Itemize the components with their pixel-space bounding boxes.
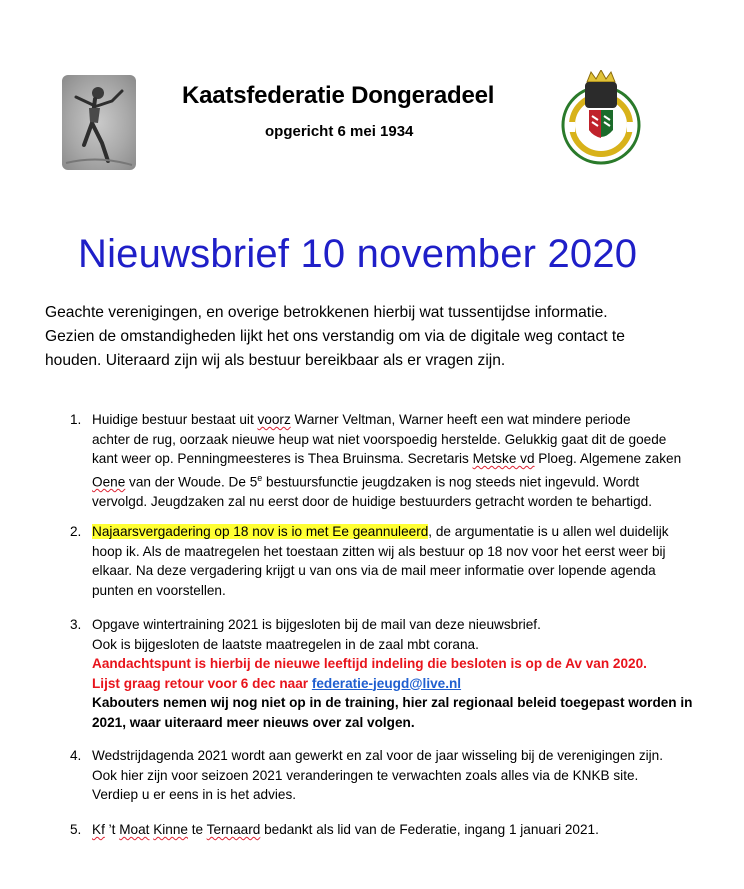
item-number: 2. <box>70 524 82 539</box>
text: kant weer op. Penningmeesteres is Thea Bruinsma. Secretaris <box>92 451 473 466</box>
item-line: 2021, waar uiteraard meer nieuws over zal volgen. <box>92 714 415 730</box>
text: Warner Veltman, Warner heeft een wat mindere periode <box>290 412 631 427</box>
item-line: Ook is bijgesloten de laatste maatregelen in de zaal mbt corana. <box>92 636 479 652</box>
item-body <box>92 615 712 732</box>
org-subtitle: opgericht 6 mei 1934 <box>265 123 414 140</box>
item-body <box>92 522 712 600</box>
item-line: hoop ik. Als de maatregelen het toestaan zitten wij als bestuur op 18 nov voor het eerst weer bij <box>92 543 666 559</box>
intro-line: houden. Uiteraard zijn wij als bestuur bereikbaar als er vragen zijn. <box>45 352 506 369</box>
text: , de argumentatie is u allen wel duidelijk <box>428 524 669 539</box>
text: Kinne <box>153 822 188 837</box>
item-line: Ook hier zijn voor seizoen 2021 veranderingen te verwachten zoals alles via de KNKB site. <box>92 767 639 783</box>
item-number: 4. <box>70 748 82 763</box>
text: Metske vd <box>472 451 535 466</box>
intro-paragraph <box>45 301 705 373</box>
text: te <box>188 822 207 837</box>
right-logo <box>560 70 642 166</box>
item-line: punten en voorstellen. <box>92 582 226 598</box>
item-number: 1. <box>70 412 82 427</box>
item-body <box>92 410 712 511</box>
text: Huidige bestuur bestaat uit <box>92 412 258 427</box>
newsletter-headline: Nieuwsbrief 10 november 2020 <box>78 232 638 276</box>
item-line <box>92 820 712 840</box>
superscript: e <box>257 472 263 483</box>
text: Ternaard <box>206 822 261 837</box>
item-line: vervolgd. Jeugdzaken zal nu eerst door de huidige bestuurders getracht worden te behartigd. <box>92 493 652 509</box>
item-line: achter de rug, oorzaak nieuwe heup wat niet voorspoedig herstelde. Gelukkig gaat dit de goede <box>92 431 667 447</box>
item-line <box>92 469 712 492</box>
text: Lijst graag retour voor 6 dec naar <box>92 675 312 691</box>
item-line <box>92 522 712 542</box>
item-line: Wedstrijdagenda 2021 wordt aan gewerkt en zal voor de jaar wisseling bij de verenigingen zijn. <box>92 748 664 763</box>
kaatser-figure-icon <box>62 75 136 170</box>
item-number: 5. <box>70 822 82 837</box>
knkb-crest-icon <box>560 70 642 166</box>
item-line: Opgave wintertraining 2021 is bijgesloten bij de mail van deze nieuwsbrief. <box>92 617 541 632</box>
text: Kf <box>92 822 105 837</box>
item-line <box>92 410 712 430</box>
left-logo <box>62 75 136 170</box>
item-body <box>92 746 712 805</box>
item-line: Kabouters nemen wij nog niet op in de training, hier zal regionaal beleid toegepast worden in <box>92 695 693 710</box>
text: Ploeg. Algemene zaken <box>534 451 682 466</box>
text: bedankt als lid van de Federatie, ingang 1 januari 2021. <box>260 822 599 837</box>
text: Oene <box>92 474 126 490</box>
item-line: Verdiep u er eens in is het advies. <box>92 787 297 802</box>
text: van der Woude. De 5 <box>125 474 258 490</box>
item-body <box>92 820 712 840</box>
item-line: elkaar. Na deze vergadering krijgt u van ons via de mail meer informatie over lopende agenda <box>92 563 656 578</box>
item-line <box>92 674 712 694</box>
text: ’t <box>104 822 120 837</box>
intro-line: Geachte verenigingen, en overige betrokkenen hierbij wat tussentijdse informatie. <box>45 304 608 321</box>
text: voorz <box>257 412 291 427</box>
text: Moat <box>119 822 150 837</box>
email-link[interactable]: federatie-jeugd@live.nl <box>311 675 462 691</box>
intro-line: Gezien de omstandigheden lijkt het ons verstandig om via de digitale weg contact te <box>45 328 625 345</box>
text: bestuursfunctie jeugdzaken is nog steeds niet ingevuld. Wordt <box>262 474 640 490</box>
item-line <box>92 449 712 469</box>
org-title: Kaatsfederatie Dongeradeel <box>182 82 495 109</box>
item-number: 3. <box>70 617 82 632</box>
item-line: Aandachtspunt is hierbij de nieuwe leeftijd indeling die besloten is op de Av van 2020. <box>92 656 647 671</box>
highlighted-text: Najaarsvergadering op 18 nov is io met Ee geannuleerd <box>92 524 429 539</box>
